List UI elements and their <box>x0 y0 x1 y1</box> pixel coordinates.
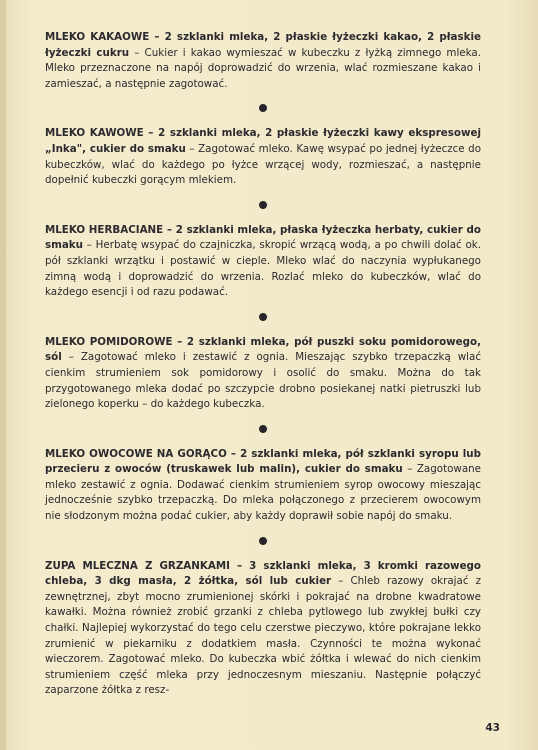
recipe-ingredients: 2 szklanki mleka, pół szklanki syropu lub przecieru z owoców (truskawek lub malin), cukier do smaku <box>45 447 481 476</box>
bullet-separator <box>259 104 267 112</box>
recipe-ingredients: 3 szklanki mleka, 3 kromki razowego chleba, 3 dkg masła, 2 żółtka, sól lub cukier <box>45 559 481 588</box>
recipe-title: ZUPA MLECZNA Z GRZANKAMI <box>45 559 230 572</box>
recipe-text: Zagotowane mleko zestawić z ognia. Dodawać cienkim strumieniem syrop owocowy mieszając jednocześnie szybko trzepaczką. Do mleka połączonego z przecierem owocowym nie słodzonym można podać cukier, aby każdy doprawił sobie napój do smaku. <box>45 463 482 523</box>
recipe-ingredients: 2 szklanki mleka, 2 płaskie łyżeczki kawy ekspresowej „Inka", cukier do smaku <box>45 127 481 155</box>
recipe-entry: MLEKO HERBACIANE – 2 szklanki mleka, płaska łyżeczka herbaty, cukier do smaku – Herbatę wsypać do czajniczka, skropić wrzącą wodą, a po chwili dolać ok. pół szklanki wrzątku i postawić w cieple. Mleko wlać do naczynia wypłukanego zimną wodą i doprowadzić do wrzenia. Rozlać mleko do kubeczków, wlać do każdego esencji i od razu podawać. <box>45 223 481 299</box>
recipe-ingredients: 2 szklanki mleka, pół puszki soku pomidorowego, sól <box>45 335 481 364</box>
bullet-separator <box>259 537 267 545</box>
bullet-separator <box>259 425 267 433</box>
recipe-text: Chleb razowy okrajać z zewnętrznej, zbyt mocno zrumienionej skórki i pokrajać na drobne kwadratowe kawałki. Można również zrobić grzanki z chleba pytlowego lub zwykłej bułki czy chałki. Najlepiej wykorzystać do tego celu czerstwe pieczywo, które pokrajane lekko zrumienić w piekarniku z dodatkiem masła. Czynności te można wykonać wieczorem. Zagotować mleko. Do kubeczka wbić żółtka i wlewać do nich cienkim strumieniem część mleka przy jednoczesnym mieszaniu. Następnie połączyć zaparzone żółtka z resz- <box>45 575 481 697</box>
recipe-ingredients: 2 szklanki mleka, 2 płaskie łyżeczki kakao, 2 płaskie łyżeczki cukru <box>45 31 481 59</box>
recipe-entry: MLEKO POMIDOROWE – 2 szklanki mleka, pół puszki soku pomidorowego, sól – Zagotować mleko i zestawić z ognia. Mieszając szybko trzepaczką wlać cienkim strumieniem sok pomidorowy i osolić do smaku. Można do tak przygotowanego mleka dodać po szczypcie drobno posiekanej natki pietruszki lub zielonego koperku – do każdego kubeczka. <box>45 335 481 411</box>
recipe-title: MLEKO KAKAOWE <box>45 31 150 43</box>
bullet-separator <box>259 313 267 321</box>
recipe-text: Zagotować mleko i zestawić z ognia. Mieszając szybko trzepaczką wlać cienkim strumieniem sok pomidorowy i osolić do smaku. Można do tak przygotowanego mleka dodać po szczypcie drobno posiekanej natki pietruszki lub zielonego koperku – do każdego kubeczka. <box>45 351 481 411</box>
recipe-entry: MLEKO KAWOWE – 2 szklanki mleka, 2 płaskie łyżeczki kawy ekspresowej „Inka", cukier do smaku – Zagotować mleko. Kawę wsypać po jednej łyżeczce do kubeczków, wlać do każdego po łyżce wrzącej wody, rozmieszać, a następnie dopełnić kubeczki gorącym mlekiem. <box>45 127 482 187</box>
page-number: 43 <box>485 722 500 734</box>
recipe-title: MLEKO KAWOWE <box>45 127 144 140</box>
recipe-text: Herbatę wsypać do czajniczka, skropić wrzącą wodą, a po chwili dolać ok. pół szklanki wrzątku i postawić w cieple. Mleko wlać do naczynia wypłukanego zimną wodą i doprowadzić do wrzenia. Rozlać mleko do kubeczków, wlać do każdego esencji i od razu podawać. <box>45 239 481 299</box>
recipe-title: MLEKO POMIDOROWE <box>45 335 173 348</box>
page-binding-edge <box>0 0 6 750</box>
recipe-entry: MLEKO KAKAOWE – 2 szklanki mleka, 2 płaskie łyżeczki kakao, 2 płaskie łyżeczki cukru – Cukier i kakao wymieszać w kubeczku z łyżką zimnego mleka. Mleko przeznaczone na napój doprowadzić do wrzenia, wlać rozmieszane kakao i zamieszać, a następnie zagotować. <box>45 31 481 90</box>
recipe-list <box>45 30 481 699</box>
recipe-ingredients: 2 szklanki mleka, płaska łyżeczka herbaty, cukier do smaku <box>45 223 481 252</box>
recipe-title: MLEKO OWOCOWE NA GORĄCO <box>45 447 227 460</box>
bullet-separator <box>259 201 267 209</box>
recipe-title: MLEKO HERBACIANE <box>45 223 164 236</box>
recipe-text: Cukier i kakao wymieszać w kubeczku z łyżką zimnego mleka. Mleko przeznaczone na napój doprowadzić do wrzenia, wlać rozmieszane kakao i zamieszać, a następnie zagotować. <box>45 46 481 90</box>
recipe-text: Zagotować mleko. Kawę wsypać po jednej łyżeczce do kubeczków, wlać do każdego po łyżce wrzącej wody, rozmieszać, a następnie dopełnić kubeczki gorącym mlekiem. <box>45 142 482 187</box>
recipe-entry: ZUPA MLECZNA Z GRZANKAMI – 3 szklanki mleka, 3 kromki razowego chleba, 3 dkg masła, 2 żółtka, sól lub cukier – Chleb razowy okrajać z zewnętrznej, zbyt mocno zrumienionej skórki i pokrajać na drobne kwadratowe kawałki. Można również zrobić grzanki z chleba pytlowego lub zwykłej bułki czy chałki. Najlepiej wykorzystać do tego celu czerstwe pieczywo, które pokrajane lekko zrumienić w piekarniku z dodatkiem masła. Czynności te można wykonać wieczorem. Zagotować mleko. Do kubeczka wbić żółtka i wlewać do nich cienkim strumieniem część mleka przy jednoczesnym mieszaniu. Następnie połączyć zaparzone żółtka z resz- <box>45 559 481 697</box>
recipe-entry: MLEKO OWOCOWE NA GORĄCO – 2 szklanki mleka, pół szklanki syropu lub przecieru z owoców (truskawek lub malin), cukier do smaku – Zagotowane mleko zestawić z ognia. Dodawać cienkim strumieniem syrop owocowy mieszając jednocześnie szybko trzepaczką. Do mleka połączonego z przecierem owocowym nie słodzonym można podać cukier, aby każdy doprawił sobie napój do smaku. <box>45 447 482 523</box>
